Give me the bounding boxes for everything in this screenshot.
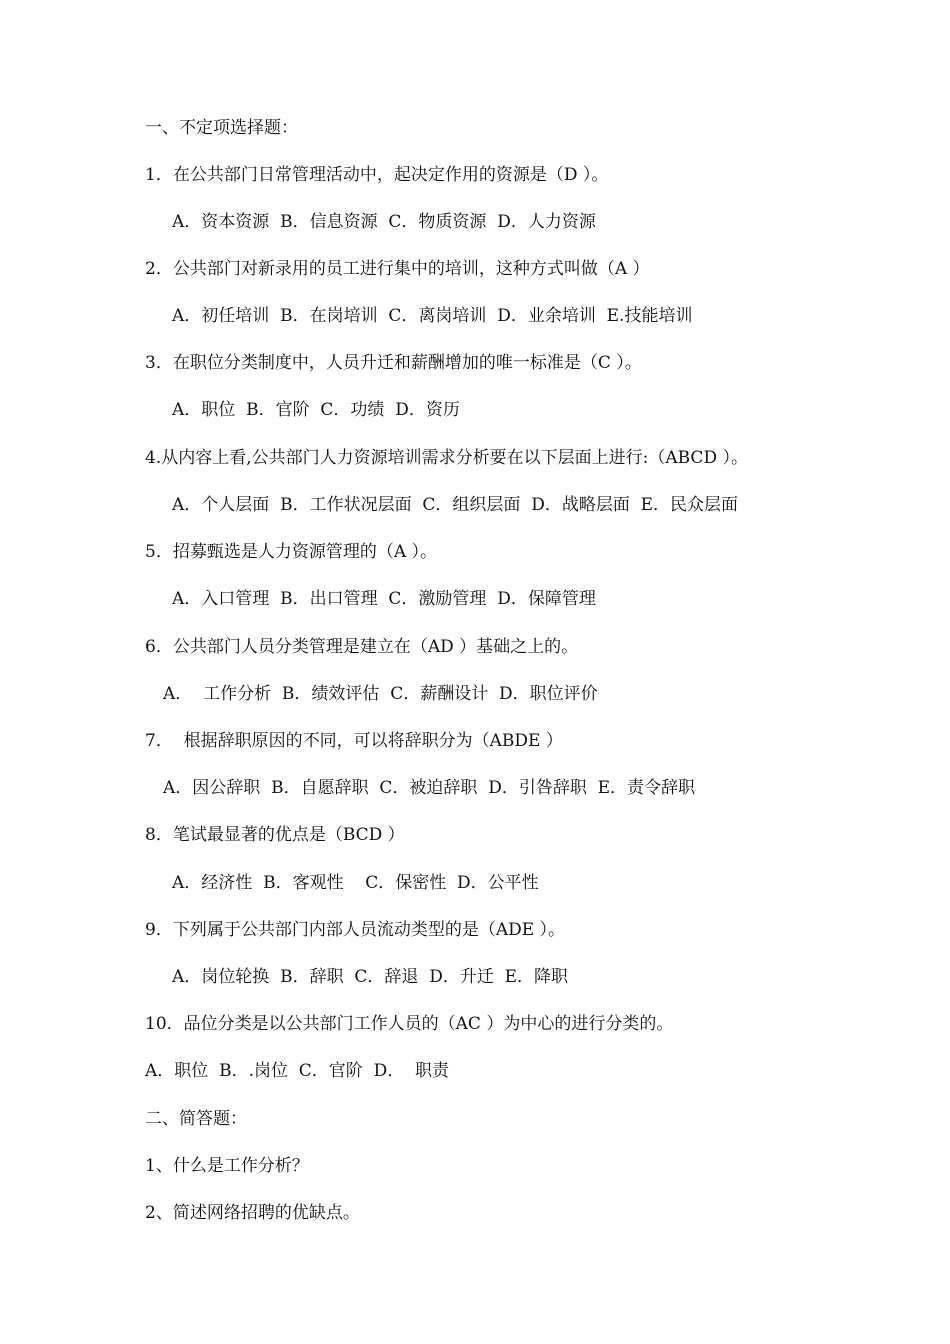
question-5: 5．招募甄选是人力资源管理的（A ）。 bbox=[145, 542, 437, 562]
question-2-options: A．初任培训 B．在岗培训 C．离岗培训 D．业余培训 E.技能培训 bbox=[172, 306, 693, 326]
question-5-options: A．入口管理 B．出口管理 C．激励管理 D．保障管理 bbox=[172, 589, 596, 609]
question-3: 3．在职位分类制度中，人员升迁和薪酬增加的唯一标准是（C ）。 bbox=[145, 353, 642, 373]
section-title-short-answer: 二、简答题： bbox=[145, 1109, 247, 1129]
question-9-options: A．岗位轮换 B．辞职 C．辞退 D．升迁 E．降职 bbox=[172, 967, 569, 987]
question-2: 2．公共部门对新录用的员工进行集中的培训，这种方式叫做（A ） bbox=[145, 259, 650, 279]
question-1-options: A．资本资源 B．信息资源 C．物质资源 D．人力资源 bbox=[172, 212, 596, 232]
question-8: 8．笔试最显著的优点是（BCD ） bbox=[145, 825, 405, 845]
question-3-options: A．职位 B．官阶 C．功绩 D．资历 bbox=[172, 400, 460, 420]
question-10: 10．品位分类是以公共部门工作人员的（AC ）为中心的进行分类的。 bbox=[145, 1014, 674, 1034]
question-7-options: A．因公辞职 B．自愿辞职 C．被迫辞职 D．引咎辞职 E．责令辞职 bbox=[163, 778, 696, 798]
question-7: 7． 根据辞职原因的不同，可以将辞职分为（ABDE ） bbox=[145, 731, 563, 751]
short-answer-1: 1、什么是工作分析？ bbox=[145, 1156, 309, 1176]
question-9: 9．下列属于公共部门内部人员流动类型的是（ADE ）。 bbox=[145, 920, 566, 940]
question-8-options: A．经济性 B．客观性 C．保密性 D．公平性 bbox=[172, 873, 539, 893]
section-title-choice: 一、不定项选择题： bbox=[145, 118, 298, 138]
short-answer-2: 2、简述网络招聘的优缺点。 bbox=[145, 1203, 360, 1223]
question-6: 6．公共部门人员分类管理是建立在（AD ）基础之上的。 bbox=[145, 637, 579, 657]
question-10-options: A．职位 B．.岗位 C．官阶 D． 职责 bbox=[145, 1061, 450, 1081]
question-1: 1．在公共部门日常管理活动中，起决定作用的资源是（D ）。 bbox=[145, 165, 609, 185]
question-4-options: A．个人层面 B．工作状况层面 C．组织层面 D．战略层面 E．民众层面 bbox=[172, 495, 739, 515]
question-6-options: A． 工作分析 B．绩效评估 C．薪酬设计 D．职位评价 bbox=[163, 684, 598, 704]
question-4: 4.从内容上看,公共部门人力资源培训需求分析要在以下层面上进行:（ABCD ）。 bbox=[145, 448, 748, 468]
